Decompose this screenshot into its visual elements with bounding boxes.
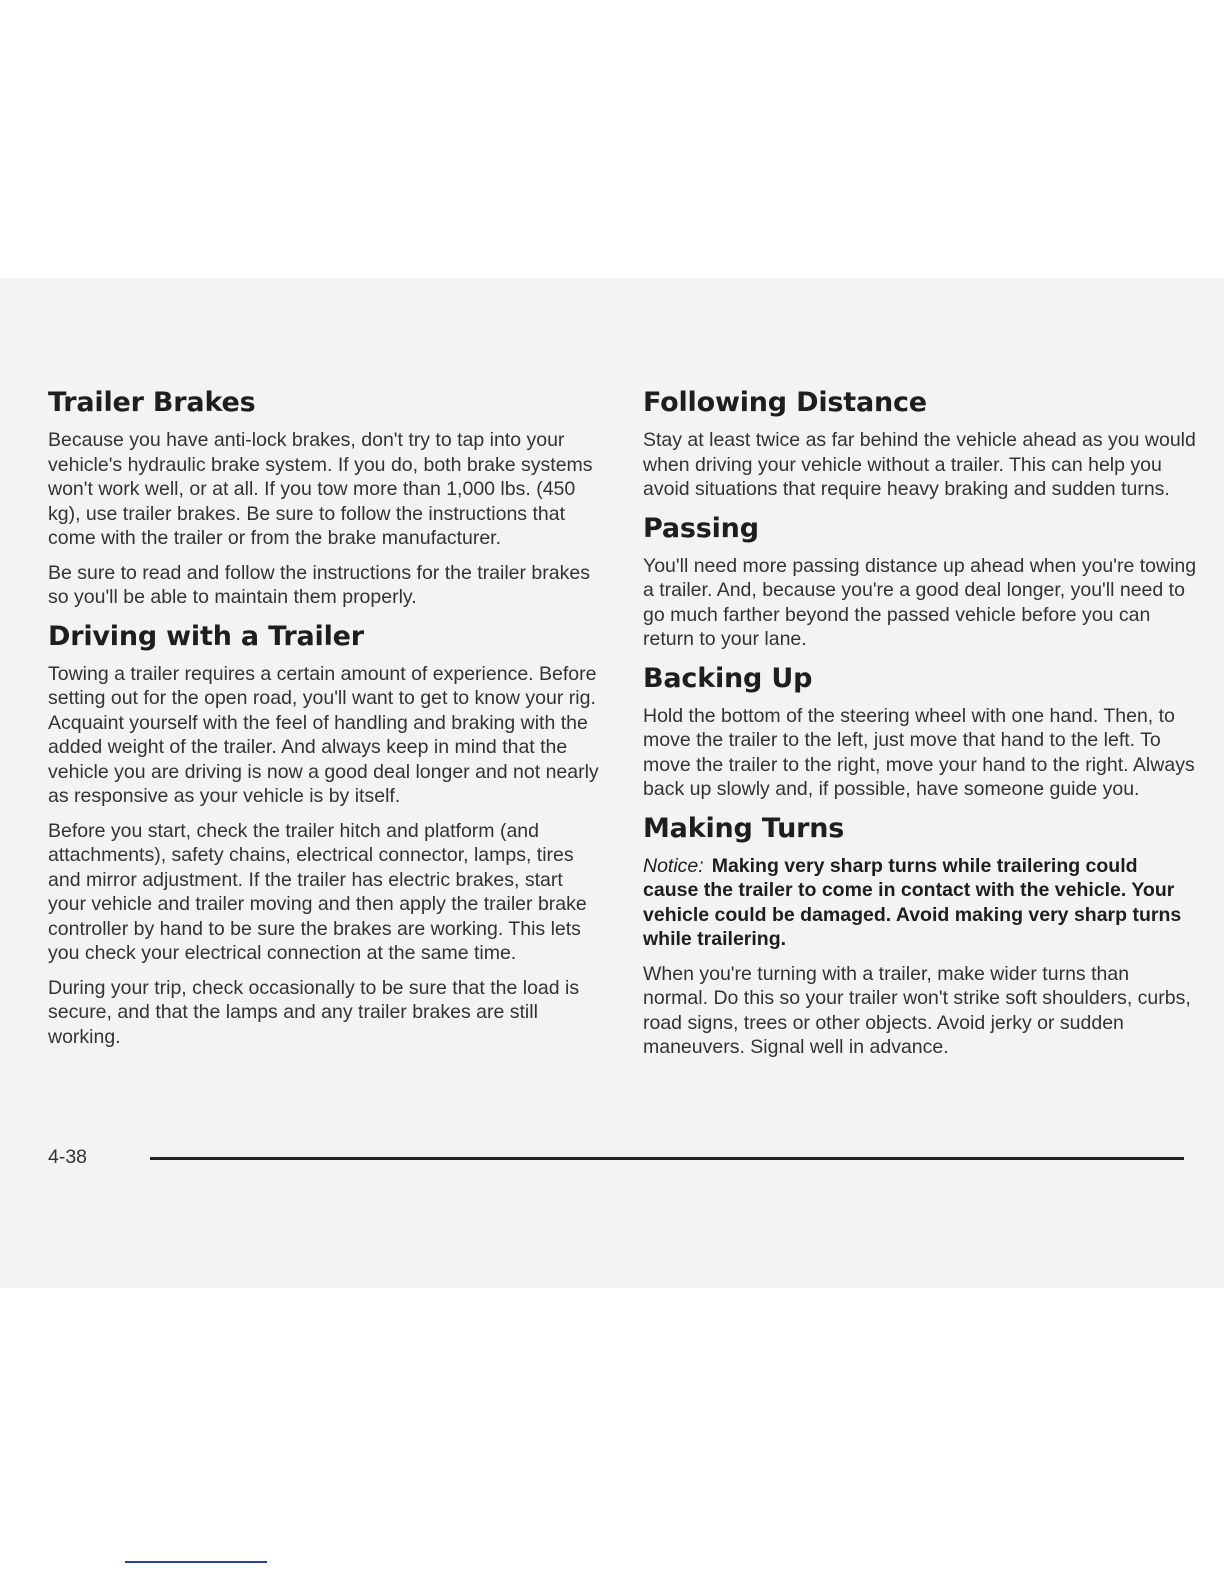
section-backing-up [643,662,1198,802]
heading-following-distance: Following Distance [643,387,927,418]
heading-backing-up: Backing Up [643,662,813,694]
left-column [48,386,603,1059]
heading-making-turns: Making Turns [643,812,845,844]
making-turns-paragraph: When you're turning with a trailer, make wider turns than normal. Do this so your trailer won't strike soft shoulders, curbs, road signs, trees or other objects. Avoid jerky or sudden maneuvers. Signal well in advance. [643,962,1191,1058]
notice-label: Notice: [643,854,704,877]
right-column [643,386,1198,1070]
notice-block [643,854,1198,952]
page-number: 4-38 [48,1146,88,1168]
backing-up-paragraph: Hold the bottom of the steering wheel with one hand. Then, to move the trailer to the left, just move that hand to the left. To move the trailer to the right, move your hand to the right. Always back up slowly and, if possible, have someone guide you. [643,704,1195,800]
heading-passing: Passing [643,512,759,544]
footer-link-underline[interactable] [125,1561,267,1563]
section-following-distance [643,386,1198,502]
section-passing [643,512,1198,652]
section-making-turns [643,812,1198,1060]
notice-text: Making very sharp turns while trailering could cause the trailer to come in contact with the vehicle. Your vehicle could be damaged. Avoid making very sharp turns while trailering. [643,854,1182,950]
driving-paragraph-3: During your trip, check occasionally to be sure that the load is secure, and that the lamps and any trailer brakes are still working. [48,976,580,1048]
section-trailer-brakes [48,386,603,610]
trailer-brakes-paragraph-2: Be sure to read and follow the instructions for the trailer brakes so you'll be able to maintain them properly. [48,561,590,608]
driving-paragraph-1: Towing a trailer requires a certain amount of experience. Before setting out for the open road, you'll want to get to know your rig. Acquaint yourself with the feel of handling and braking with the added weight of the trailer. And always keep in mind that the vehicle you are driving is now a good deal longer and not nearly as responsive as your vehicle is by itself. [48,662,599,807]
passing-paragraph: You'll need more passing distance up ahead when you're towing a trailer. And, because you're a good deal longer, you'll need to go much farther beyond the passed vehicle before you can return to your lane. [643,554,1197,650]
section-driving-with-trailer [48,620,603,1050]
driving-paragraph-2: Before you start, check the trailer hitch and platform (and attachments), safety chains, electrical connector, lamps, tires and mirror adjustment. If the trailer has electric brakes, start your vehicle and trailer moving and then apply the trailer brake controller by hand to be sure the brakes are working. This lets you check your electrical connection at the same time. [48,819,587,964]
footer-rule [150,1157,1184,1160]
trailer-brakes-paragraph-1: Because you have anti-lock brakes, don't try to tap into your vehicle's hydraulic brake system. If you do, both brake systems won't work well, or at all. If you tow more than 1,000 lbs. (450 kg), use trailer brakes. Be sure to follow the instructions that come with the trailer or from the brake manufacturer. [48,429,593,549]
heading-driving-with-trailer: Driving with a Trailer [48,620,364,652]
following-distance-paragraph: Stay at least twice as far behind the vehicle ahead as you would when driving your vehicle without a trailer. This can help you avoid situations that require heavy braking and sudden turns. [643,429,1196,500]
heading-trailer-brakes: Trailer Brakes [48,387,256,418]
